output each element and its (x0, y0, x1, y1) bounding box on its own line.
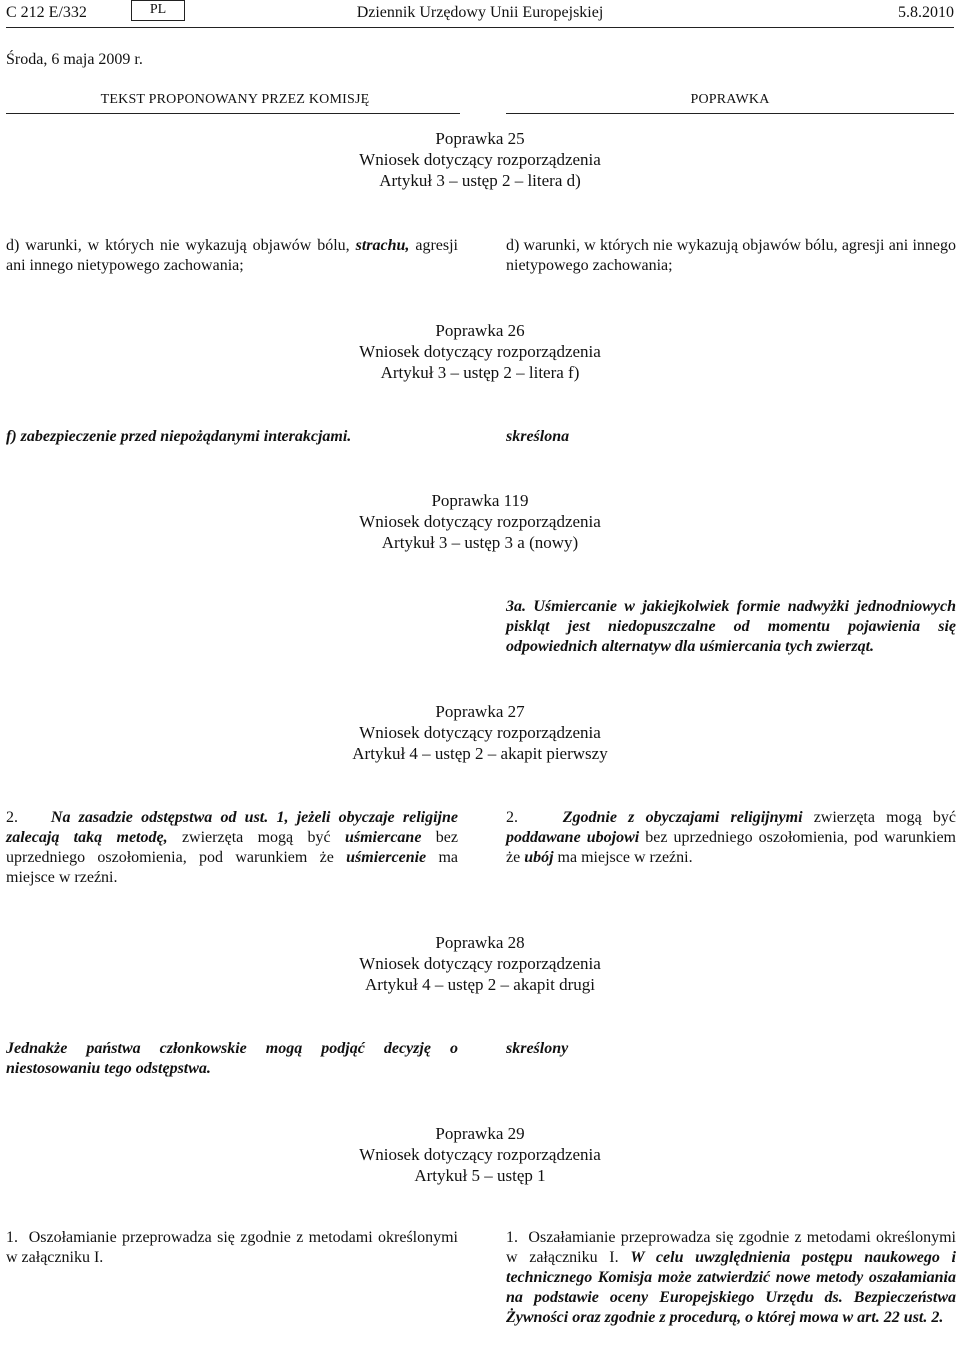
amendment-text (506, 808, 956, 868)
text-segment: bez uprzedniego oszołomienia, pod warunkiem że (6, 829, 459, 866)
deleted-text: Jednakże państwa członkowskie mogą podjąć decyzję o niestosowaniu tego odstępstwa. (6, 1040, 458, 1077)
journal-title: Dziennik Urzędowy Unii Europejskiej (356, 4, 604, 21)
paragraph-number: 2. (6, 809, 18, 826)
commission-text (6, 236, 458, 276)
changed-text: Na zasadzie odstępstwa od ust. 1, jeżeli obyczaje religijne zalecają taką metodę, (6, 809, 458, 846)
sitting-date: Środa, 6 maja 2009 r. (6, 51, 143, 68)
amendment-article: Artykuł 3 – ustęp 3 a (nowy) (381, 533, 579, 552)
amendment-number: Poprawka 27 (435, 702, 525, 721)
text-segment: ma miejsce w rzeźni. (6, 849, 458, 886)
column-heading-amendment: POPRAWKA (690, 92, 770, 107)
changed-text: poddawane ubojowi (506, 829, 640, 846)
new-text: 3a. Uśmiercanie w jakiejkolwiek formie nadwyżki jednodniowych piskląt jest niedopuszczalne od momentu pojawienia się odpowiednich alternatyw dla uśmiercania tych zwierząt. (506, 598, 956, 655)
text-segment: zwierzęta mogą być (802, 809, 956, 826)
amendment-number: Poprawka 25 (435, 129, 525, 148)
amendment-heading (0, 1123, 960, 1186)
paragraph-number: 2. (506, 809, 518, 826)
amendment-number: Poprawka 29 (435, 1124, 525, 1143)
amendment-heading (0, 490, 960, 553)
amendment-text (506, 1228, 960, 1328)
amendment-article: Artykuł 4 – ustęp 2 – akapit pierwszy (352, 744, 608, 763)
amendment-number: Poprawka 28 (435, 933, 525, 952)
amendment-heading (0, 128, 960, 191)
amendment-article: Artykuł 3 – ustęp 2 – litera d) (379, 171, 581, 190)
column-heading-commission: TEKST PROPONOWANY PRZEZ KOMISJĘ (100, 92, 370, 107)
amendment-heading (0, 932, 960, 995)
amendment-article: Artykuł 4 – ustęp 2 – akapit drugi (365, 975, 595, 994)
text-segment: 1. Oszołamianie przeprowadza się zgodnie z metodami określonymi w załączniku I. (6, 1229, 462, 1266)
language-badge: PL (131, 0, 185, 21)
amendment-text (506, 236, 956, 276)
amendment-heading (0, 320, 960, 383)
journal-reference: C 212 E/332 (6, 4, 87, 21)
amendment-text (506, 1039, 956, 1059)
deletion-marker: skreślony (506, 1040, 569, 1057)
column-heading-rule-left (6, 113, 460, 114)
amendment-subject: Wniosek dotyczący rozporządzenia (359, 150, 601, 169)
text-segment: d) warunki, w których nie wykazują objawów bólu, (6, 237, 356, 254)
amendment-text (506, 427, 956, 447)
changed-text: strachu, (355, 237, 410, 254)
deleted-text: f) zabezpieczenie przed niepożądanymi interakcjami. (6, 428, 352, 445)
text-segment: zwierzęta mogą być (167, 829, 345, 846)
text-segment: 1. Oszałamianie przeprowadza się zgodnie z metodami określonymi w załączniku I. (506, 1229, 960, 1266)
amendment-subject: Wniosek dotyczący rozporządzenia (359, 512, 601, 531)
new-text: W celu uwzględnienia postępu naukowego i technicznego Komisja może zatwierdzić nowe metody oszałamiania na podstawie oceny Europejskiego Urzędu ds. Bezpieczeństwa Żywności oraz zgodnie z procedurą, o której mowa w art. 22 ust. 2. (506, 1249, 956, 1326)
amendment-number: Poprawka 119 (431, 491, 529, 510)
amendment-subject: Wniosek dotyczący rozporządzenia (359, 342, 601, 361)
commission-text (6, 808, 458, 888)
text-segment: d) warunki, w których nie wykazują objawów bólu, agresji ani innego nietypowego zachowania; (506, 237, 956, 274)
publication-date: 5.8.2010 (898, 4, 954, 21)
amendment-text (506, 597, 956, 657)
text-segment: ma miejsce w rzeźni. (553, 849, 693, 866)
amendment-subject: Wniosek dotyczący rozporządzenia (359, 954, 601, 973)
amendment-heading (0, 701, 960, 764)
amendment-number: Poprawka 26 (435, 321, 525, 340)
amendment-article: Artykuł 5 – ustęp 1 (414, 1166, 546, 1185)
text-segment: bez uprzedniego oszołomienia, pod warunkiem że (506, 829, 956, 866)
page-header (0, 0, 960, 30)
changed-text: uśmiercane (344, 829, 422, 846)
commission-text (6, 1228, 462, 1268)
amendment-subject: Wniosek dotyczący rozporządzenia (359, 723, 601, 742)
amendment-article: Artykuł 3 – ustęp 2 – litera f) (380, 363, 580, 382)
changed-text: Zgodnie z obyczajami religijnymi (562, 809, 803, 826)
commission-text (6, 427, 458, 447)
text-segment: agresji ani innego nietypowego zachowania; (6, 237, 459, 274)
changed-text: ubój (524, 849, 554, 866)
changed-text: uśmiercenie (346, 849, 427, 866)
column-heading-rule-right (506, 113, 954, 114)
commission-text (6, 1039, 458, 1079)
amendment-subject: Wniosek dotyczący rozporządzenia (359, 1145, 601, 1164)
deletion-marker: skreślona (506, 428, 570, 445)
header-divider (6, 27, 954, 28)
